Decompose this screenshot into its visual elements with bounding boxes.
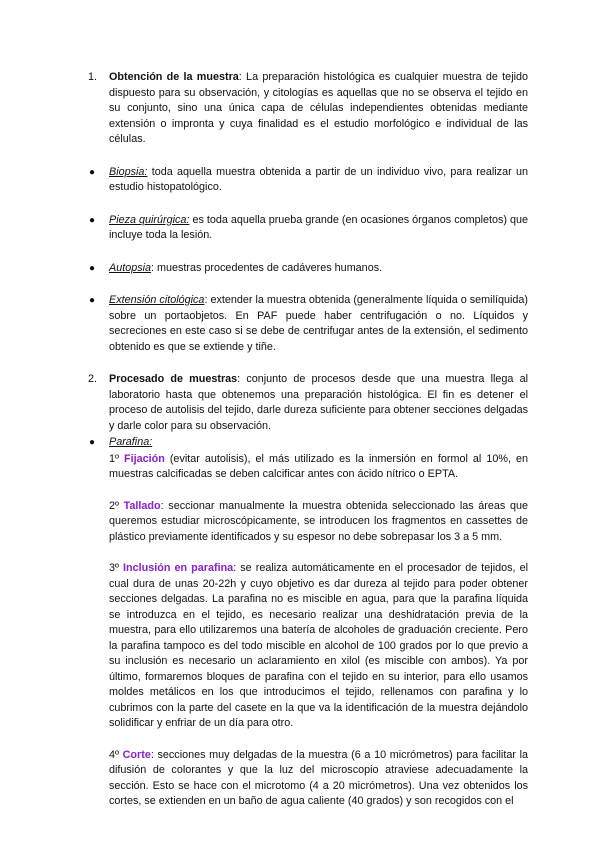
bullet-icon: ● [89, 166, 96, 178]
step-inclusion [88, 561, 528, 732]
bullet-term: Pieza quirúrgica: [109, 213, 190, 226]
section-procesado [88, 372, 528, 434]
step-name: Tallado [123, 499, 161, 512]
section-obtencion [88, 70, 528, 148]
bullet-text: toda aquella muestra obtenida a partir de un individuo vivo, para realizar un estudio histopatológico. [109, 165, 528, 193]
bullet-icon: ● [89, 295, 96, 306]
bullet-pieza-quirurgica [88, 213, 528, 244]
step-ordinal: 1º [109, 452, 124, 465]
list-number: 1. [88, 71, 98, 83]
step-name: Inclusión en parafina [123, 562, 234, 574]
bullet-text: : muestras procedentes de cadáveres humanos. [151, 261, 383, 274]
bullet-text: es toda aquella prueba grande (en ocasiones órganos completos) que incluye toda la lesión. [109, 213, 529, 241]
step-fijacion [88, 452, 528, 483]
step-ordinal: 3º [109, 562, 124, 574]
bullet-term: Biopsia: [109, 165, 148, 178]
step-name: Corte [122, 748, 151, 761]
bullet-term: Autopsia [109, 261, 152, 274]
step-corte [88, 748, 528, 810]
step-text: : secciones muy delgadas de la muestra (6 a 10 micrómetros) para facilitar la difusión de colorantes y que la luz del microscopio atraviese adecuadamente la sección. Esto se hace con el microtomo (4 a 20 micrómetros). Una vez obtenidos los cortes, se extienden en un baño de agua caliente (40 grados) y son recogidos con el [109, 748, 528, 807]
bullet-text: : extender la muestra obtenida (generalmente líquida o semilíquida) sobre un portaobjetos. En PAF puede haber centrifugación o no. Líquidos y secreciones en este caso si se debe de centrifugar antes de la extensión, el sedimento obtenido es que se extiende y tiñe. [109, 294, 528, 353]
bullet-parafina [88, 435, 528, 451]
section-text: : La preparación histológica es cualquier muestra de tejido dispuesto para su observación, y citologías es aquellas que no se observa el tejido en su conjunto, sino una única capa de células independientes obtenidas mediante extensión o impronta y cuya finalidad es el estudio morfológico e individual de las células. [109, 71, 528, 145]
step-text: : seccionar manualmente la muestra obtenida seleccionado las áreas que queremos estudiar microscópicamente, se introducen los fragmentos en cassettes de plástico previamente identificados y su espesor no debe sobrepasar los 3 a 5 mm. [109, 499, 528, 543]
bullet-icon: ● [89, 437, 96, 448]
section-heading: Procesado de muestras [109, 373, 238, 385]
list-number: 2. [88, 373, 98, 385]
step-ordinal: 2º [109, 499, 124, 512]
bullet-biopsia [88, 165, 528, 196]
step-name: Fijación [124, 452, 165, 465]
bullet-icon: ● [89, 214, 96, 226]
bullet-term: Extensión citológica [109, 294, 205, 306]
section-heading: Obtención de la muestra [109, 71, 239, 83]
bullet-autopsia [88, 261, 528, 277]
step-text: : se realiza automáticamente en el procesador de tejidos, el cual dura de unas 20-22h y cuyo objetivo es dar dureza al tejido para poder obtener secciones delgadas. La parafina no es miscible en agua, para que la parafina líquida se introduzca en el tejido, es necesario realizar una deshidratación previa de la muestra, para ello utilizaremos una batería de alcoholes de graduación creciente. Pero la parafina tampoco es del todo miscible en alcohol de 100 grados por lo que previo a su inclusión es necesario un aclaramiento en xilol (es miscible con ambos). Ya por último, formaremos bloques de parafina con el tejido en su interior, para ello usamos moldes metálicos en los que introducimos el tejido, rellenamos con parafina y lo cubrimos con la parte del casete en la que va la identificación de la muestra dejándolo solidificar y enfriar de un día para otro. [109, 562, 528, 729]
bullet-extension-citologica [88, 293, 528, 355]
step-tallado [88, 499, 528, 546]
bullet-icon: ● [89, 262, 96, 274]
step-ordinal: 4º [109, 748, 123, 761]
step-text: (evitar autolisis), el más utilizado es la inmersión en formol al 10%, en muestras calcificadas se deben calcificar antes con ácido nítrico o EPTA. [109, 452, 528, 480]
bullet-term: Parafina: [109, 436, 153, 448]
document-content [88, 70, 528, 810]
section-text: : conjunto de procesos desde que una muestra llega al laboratorio hasta que obtenemos una preparación histológica. El fin es detener el proceso de autolisis del tejido, darle dureza suficiente para obtener secciones delgadas y darle color para su observación. [109, 373, 528, 432]
